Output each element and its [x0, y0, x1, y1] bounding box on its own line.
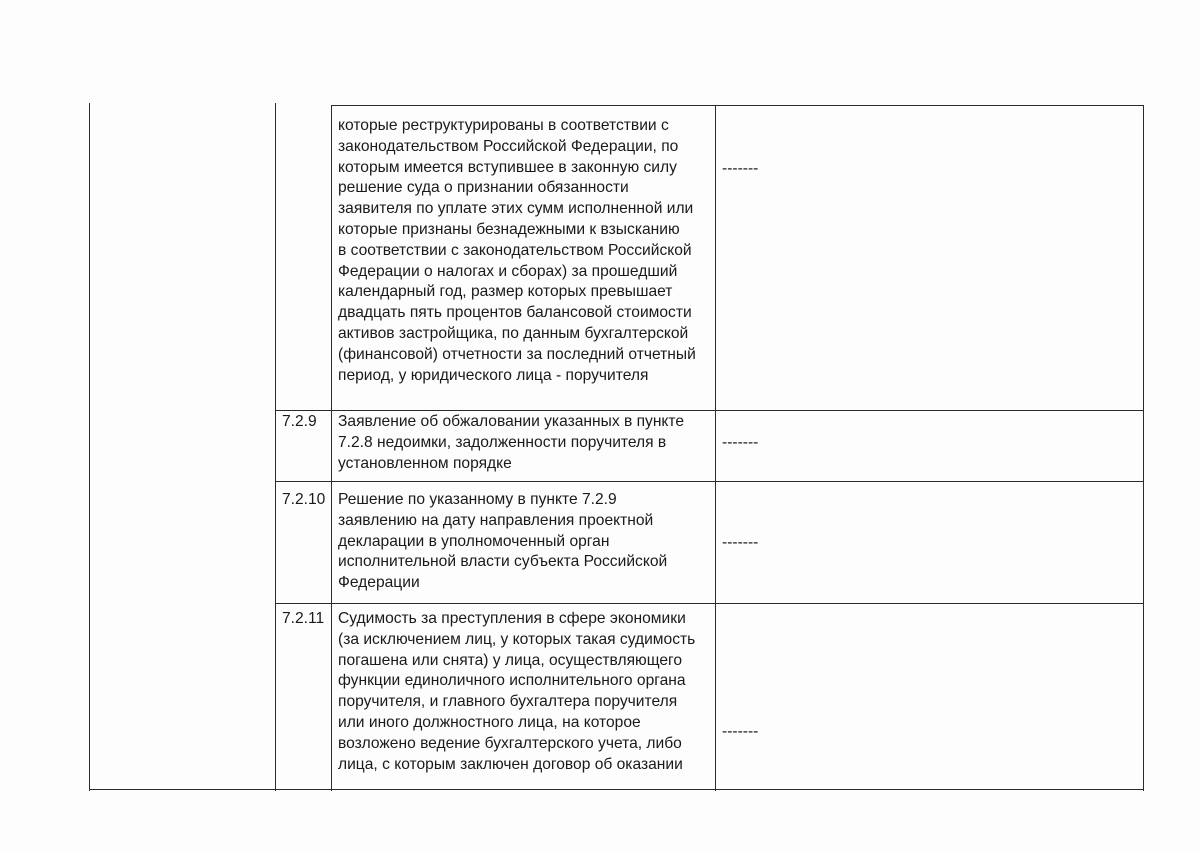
row-description: Заявление об обжаловании указанных в пункте 7.2.8 недоимки, задолженности поручителя в установленном порядке: [338, 413, 685, 472]
row-value: -------: [722, 723, 759, 740]
row-value: -------: [722, 534, 759, 551]
table-bottom-border: [89, 789, 1144, 790]
row-divider-3: [275, 603, 1144, 604]
row-number: 7.2.9: [282, 413, 317, 430]
row-number: 7.2.10: [282, 491, 326, 508]
column-divider-2: [331, 105, 332, 791]
row-divider-1: [275, 410, 1144, 411]
row-number: 7.2.11: [282, 610, 325, 627]
row-description: Судимость за преступления в сфере экономики (за исключением лиц, у которых такая судимость погашена или снята) у лица, осуществляющего функции единоличного исполнительного органа поручителя, и главного бухгалтера поручителя или иного должностного лица, на которое возложено ведение бухгалтерского учета, либо лица, с которым заключен договор об оказании: [338, 610, 696, 773]
row-description: Решение по указанному в пункте 7.2.9 заявлению на дату направления проектной декларации в уполномоченный орган исполнительной власти субъекта Российской Федерации: [338, 491, 668, 592]
row-top-border: [331, 105, 1144, 106]
column-divider-1: [275, 103, 276, 791]
row-value: -------: [722, 160, 759, 177]
row-description: которые реструктурированы в соответствии с законодательством Российской Федерации, по которым имеется вступившее в законную силу решение суда о признании обязанности заявителя по уплате этих сумм исполненной или которые признаны безнадежными к взысканию в соответствии с законодательством Российской Федерации о налогах и сборах) за прошедший календарный год, размер которых превышает двадцать пять процентов балансовой стоимости активов застройщика, по данным бухгалтерской (финансовой) отчетности за последний отчетный период, у юридического лица - поручителя: [338, 117, 696, 384]
table-left-border: [89, 103, 90, 791]
row-divider-2: [275, 481, 1144, 482]
column-divider-3: [715, 106, 716, 791]
row-value: -------: [722, 434, 759, 451]
table-right-border: [1143, 106, 1144, 791]
